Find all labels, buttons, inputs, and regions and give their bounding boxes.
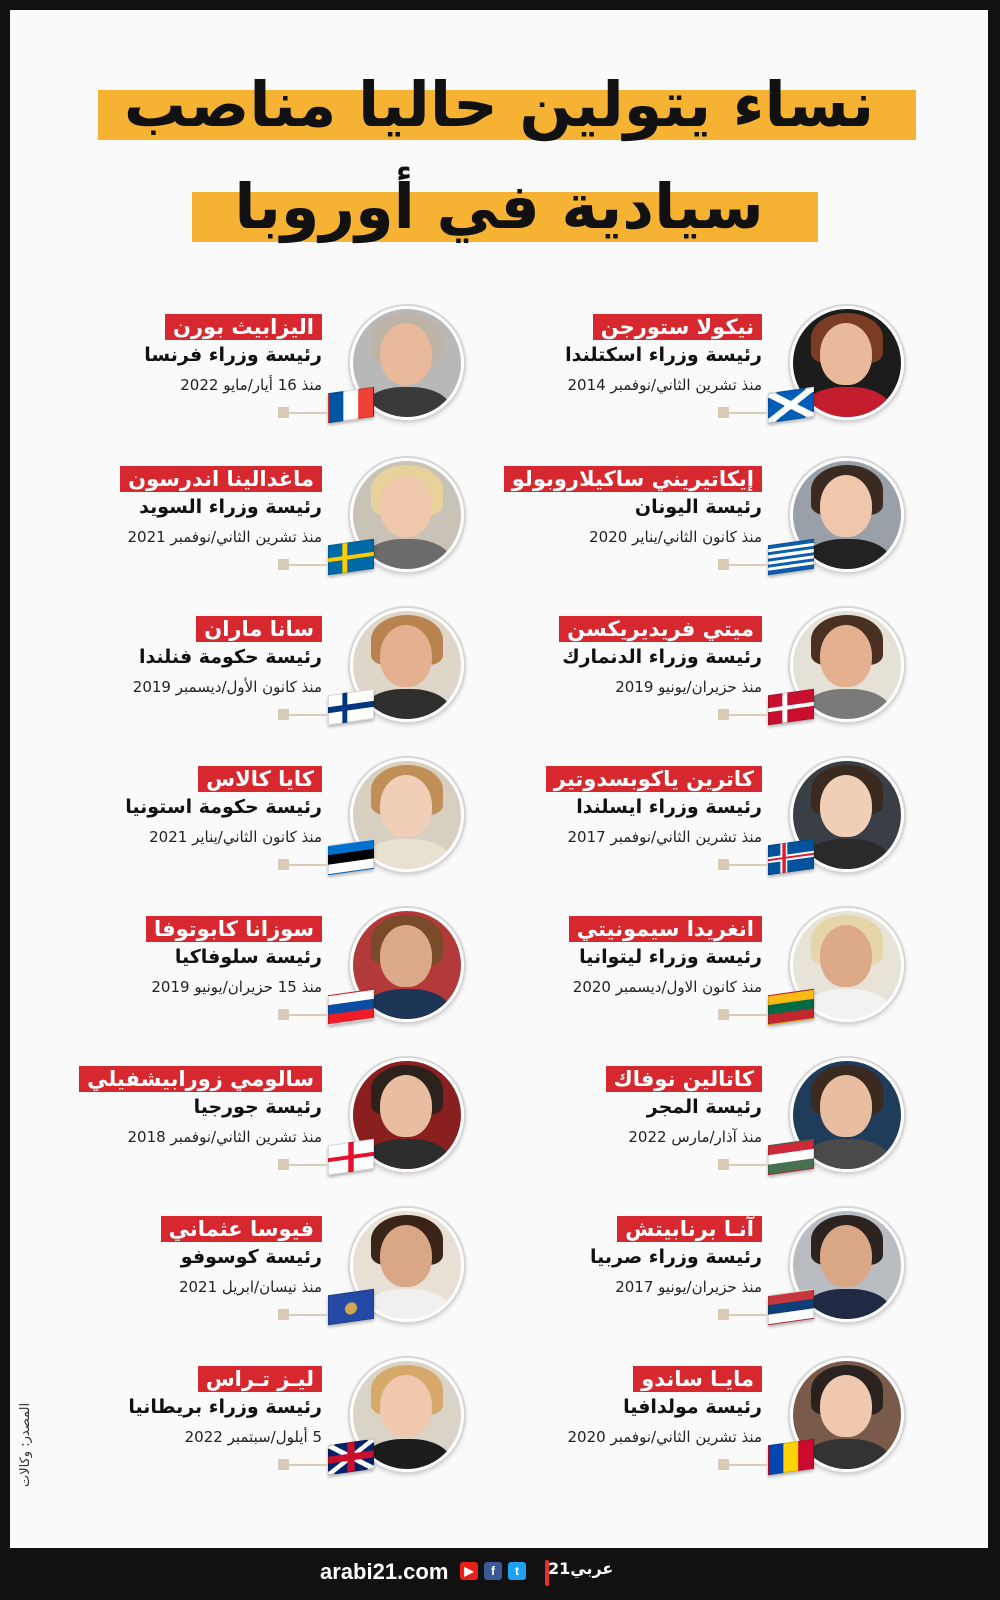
leader-role: رئيسة وزراء صربيا	[589, 1246, 762, 1268]
leader-role: رئيسة كوسوفو	[180, 1246, 322, 1268]
divider-dot	[278, 859, 289, 870]
divider-line	[289, 412, 327, 414]
leader-since: منذ نيسان/ابريل 2021	[178, 1278, 322, 1296]
leader-since: منذ كانون الأول/ديسمبر 2019	[132, 678, 322, 696]
leader-name: فيوسا عثماني	[161, 1216, 322, 1242]
leader-name: آنـا برنابيتش	[617, 1216, 762, 1242]
divider-dot	[718, 1159, 729, 1170]
source-note: المصدر: وكالات	[18, 1402, 33, 1488]
divider-line	[289, 864, 327, 866]
estonia-flag-icon	[328, 839, 374, 875]
leader-role: رئيسة وزراء فرنسا	[144, 344, 322, 366]
leader-name: نيكولا ستورجن	[593, 314, 762, 340]
leader-card	[510, 306, 950, 446]
leader-name: سانا ماران	[196, 616, 322, 642]
divider-dot	[718, 709, 729, 720]
footer-bar	[0, 1548, 1000, 1600]
divider-dot	[278, 1459, 289, 1470]
finland-flag-icon	[328, 689, 374, 725]
leader-card	[510, 458, 950, 598]
france-flag-icon	[328, 387, 374, 423]
leader-since: منذ 15 حزيران/يونيو 2019	[151, 978, 322, 996]
divider-line	[289, 1314, 327, 1316]
divider-line	[729, 1164, 767, 1166]
leader-since: منذ 16 أيار/مايو 2022	[180, 376, 322, 394]
leader-card	[510, 1358, 950, 1498]
leader-role: رئيسة اليونان	[634, 496, 762, 518]
leader-role: رئيسة وزراء السويد	[139, 496, 322, 518]
leader-since: منذ تشرين الثاني/نوفمبر 2014	[567, 376, 762, 394]
leader-card	[70, 758, 510, 898]
divider-line	[729, 864, 767, 866]
divider-dot	[718, 1309, 729, 1320]
leader-card	[70, 1208, 510, 1348]
leader-since: منذ تشرين الثاني/نوفمبر 2017	[567, 828, 762, 846]
leader-name: كاتالين نوفاك	[606, 1066, 762, 1092]
leader-card	[70, 1058, 510, 1198]
sweden-flag-icon	[328, 539, 374, 575]
divider-dot	[278, 709, 289, 720]
kosovo-flag-icon	[328, 1289, 374, 1325]
leader-name: إيكاتيريني ساكيلاروبولو	[504, 466, 762, 492]
divider-line	[729, 564, 767, 566]
leader-since: منذ كانون الثاني/يناير 2020	[589, 528, 762, 546]
leader-since: 5 أيلول/سبتمبر 2022	[184, 1428, 322, 1446]
lithuania-flag-icon	[768, 989, 814, 1025]
divider-line	[289, 714, 327, 716]
leader-name: مايـا ساندو	[633, 1366, 762, 1392]
leader-role: رئيسة جورجيا	[193, 1096, 322, 1118]
leader-name: ليـز تـراس	[198, 1366, 322, 1392]
divider-dot	[718, 1009, 729, 1020]
leader-since: منذ حزيران/يونيو 2017	[615, 1278, 762, 1296]
divider-dot	[278, 1309, 289, 1320]
hungary-flag-icon	[768, 1139, 814, 1175]
divider-line	[289, 1464, 327, 1466]
divider-dot	[278, 1009, 289, 1020]
leader-card	[70, 1358, 510, 1498]
slovakia-flag-icon	[328, 989, 374, 1025]
leader-role: رئيسة سلوفاكيا	[174, 946, 322, 968]
leader-card	[70, 306, 510, 446]
divider-dot	[278, 407, 289, 418]
leader-since: منذ حزيران/يونيو 2019	[615, 678, 762, 696]
leader-role: رئيسة حكومة فنلندا	[138, 646, 322, 668]
youtube-icon[interactable]: ▶	[460, 1562, 478, 1580]
leader-card	[510, 908, 950, 1048]
divider-dot	[718, 407, 729, 418]
divider-line	[289, 564, 327, 566]
leader-since: منذ كانون الاول/ديسمبر 2020	[572, 978, 762, 996]
leader-name: سوزانا كابوتوفا	[146, 916, 322, 942]
leader-role: رئيسة المجر	[646, 1096, 762, 1118]
leader-role: رئيسة وزراء الدنمارك	[562, 646, 762, 668]
twitter-icon[interactable]: t	[508, 1562, 526, 1580]
leader-role: رئيسة وزراء اسكتلندا	[565, 344, 762, 366]
leader-role: رئيسة حكومة استونيا	[125, 796, 322, 818]
divider-line	[289, 1164, 327, 1166]
greece-flag-icon	[768, 539, 814, 575]
divider-dot	[718, 1459, 729, 1470]
infographic	[10, 10, 988, 1548]
georgia-flag-icon	[328, 1139, 374, 1175]
leader-name: كايا كالاس	[198, 766, 322, 792]
divider-line	[729, 1464, 767, 1466]
divider-dot	[278, 1159, 289, 1170]
divider-line	[729, 1314, 767, 1316]
leader-name: كاترين ياكوبسدوتير	[546, 766, 762, 792]
leader-role: رئيسة مولدافيا	[623, 1396, 762, 1418]
leader-since: منذ آذار/مارس 2022	[628, 1128, 762, 1146]
leader-card	[70, 608, 510, 748]
divider-dot	[718, 859, 729, 870]
iceland-flag-icon	[768, 839, 814, 875]
divider-line	[729, 714, 767, 716]
leader-name: انغريدا سيمونيتي	[569, 916, 762, 942]
leader-card	[510, 1058, 950, 1198]
leader-since: منذ كانون الثاني/يناير 2021	[149, 828, 322, 846]
leader-role: رئيسة وزراء بريطانيا	[128, 1396, 322, 1418]
leader-card	[70, 458, 510, 598]
denmark-flag-icon	[768, 689, 814, 725]
leader-since: منذ تشرين الثاني/نوفمبر 2020	[567, 1428, 762, 1446]
leader-card	[70, 908, 510, 1048]
brand-name: عربي21	[548, 1559, 614, 1578]
facebook-icon[interactable]: f	[484, 1562, 502, 1580]
serbia-flag-icon	[768, 1289, 814, 1325]
divider-dot	[278, 559, 289, 570]
site-url[interactable]: arabi21.com	[320, 1559, 449, 1584]
leader-name: سالومي زورابيشفيلي	[79, 1066, 322, 1092]
divider-line	[289, 1014, 327, 1016]
leader-role: رئيسة وزراء ايسلندا	[576, 796, 762, 818]
leader-name: ماغدالينا اندرسون	[120, 466, 322, 492]
title-line-1: نساء يتولين حاليا مناصب	[123, 68, 875, 141]
leader-since: منذ تشرين الثاني/نوفمبر 2018	[127, 1128, 322, 1146]
uk-flag-icon	[328, 1439, 374, 1475]
moldova-flag-icon	[768, 1439, 814, 1475]
leader-name: اليزابيث بورن	[165, 314, 322, 340]
divider-line	[729, 1014, 767, 1016]
scotland-flag-icon	[768, 387, 814, 423]
leader-since: منذ تشرين الثاني/نوفمبر 2021	[127, 528, 322, 546]
leader-card	[510, 758, 950, 898]
divider-dot	[718, 559, 729, 570]
divider-line	[729, 412, 767, 414]
leader-card	[510, 1208, 950, 1348]
leader-card	[510, 608, 950, 748]
leader-name: ميتي فريديريكسن	[559, 616, 762, 642]
title-line-2: سيادية في أوروبا	[234, 170, 764, 243]
leader-role: رئيسة وزراء ليتوانيا	[579, 946, 762, 968]
